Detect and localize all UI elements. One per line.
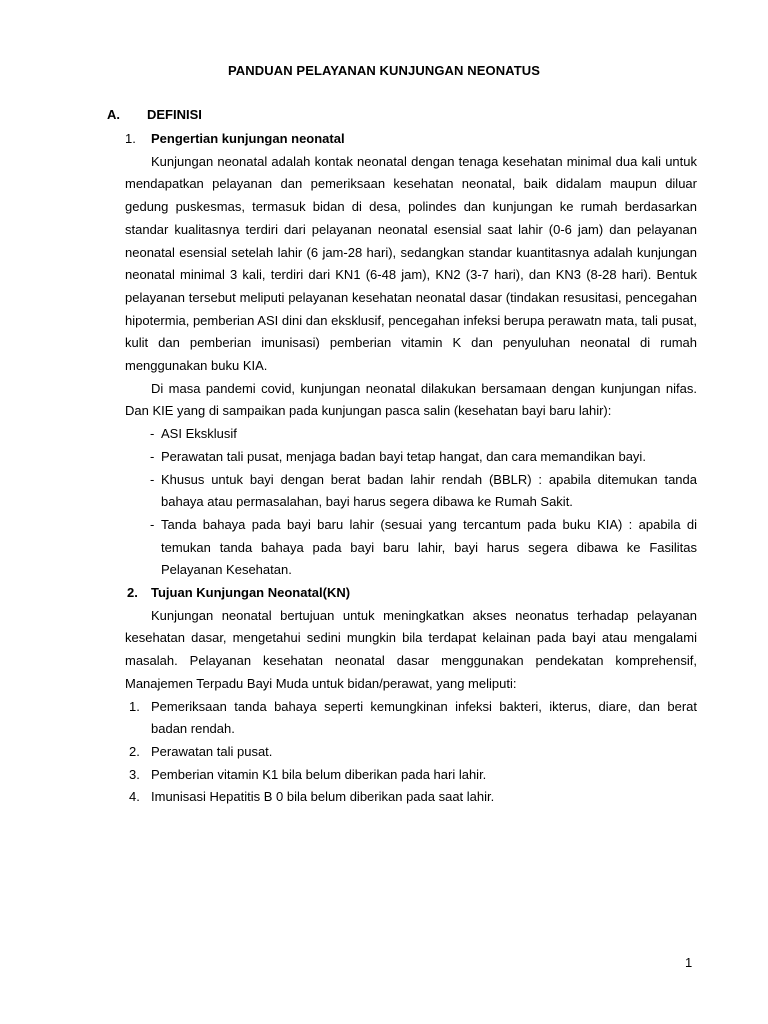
list-item-text: Perawatan tali pusat, menjaga badan bayi tetap hangat, dan cara memandikan bayi. <box>161 448 646 464</box>
paragraph: Kunjungan neonatal bertujuan untuk meningkatkan akses neonatus terhadap pelayanan kesehatan dasar, mengetahui sedini mungkin bila terdapat kelainan pada bayi atau mengalami masalah. Pelayanan kesehatan neonatal dasar menggunakan pendekatan komprehensif, Manajemen Terpadu Bayi Muda untuk bidan/perawat, yang meliputi: <box>125 607 697 691</box>
dash-marker: - <box>150 471 155 487</box>
list-item-text: Pemberian vitamin K1 bila belum diberikan pada hari lahir. <box>151 766 487 782</box>
section-letter: A. <box>107 107 120 122</box>
paragraph: Kunjungan neonatal adalah kontak neonatal dengan tenaga kesehatan minimal dua kali untuk mendapatkan pelayanan dan pemeriksaan kesehatan neonatal, baik didalam maupun diluar gedung puskesmas, termasuk bidan di desa, polindes dan kunjungan ke rumah berdasarkan standar kualitasnya terdiri dari pelayanan neonatal esensial saat lahir (0-6 jam) dan pelayanan neonatal esensial setelah lahir (6 jam-28 hari), sedangkan standar kuantitasnya adalah kunjungan neonatal minimal 3 kali, terdiri dari KN1 (6-48 jam), KN2 (3-7 hari), dan KN3 (8-28 hari). Bentuk pelayanan tersebut meliputi pelayanan kesehatan neonatal dasar (tindakan resusitasi, pencegahan hipotermia, pemberian ASI dini dan eksklusif, pencegahan infeksi berupa perawatn mata, tali pusat, kulit dan pemberian imunisasi) pemberian vitamin K dan penyuluhan neonatal di rumah menggunakan buku KIA. <box>125 153 697 374</box>
list-item-text: Perawatan tali pusat. <box>151 743 273 759</box>
section-title: DEFINISI <box>147 107 202 122</box>
section-heading <box>107 107 202 122</box>
numbered-list <box>125 696 697 810</box>
paragraph: Di masa pandemi covid, kunjungan neonatal dilakukan bersamaan dengan kunjungan nifas. Dan KIE yang di sampaikan pada kunjungan pasca salin (kesehatan bayi baru lahir): <box>125 380 697 419</box>
list-item-text: Pemeriksaan tanda bahaya seperti kemungkinan infeksi bakteri, ikterus, diare, dan berat badan rendah. <box>151 698 697 737</box>
list-item-text: Imunisasi Hepatitis B 0 bila belum diberikan pada saat lahir. <box>151 789 495 805</box>
list-number: 4. <box>129 789 140 805</box>
dash-marker: - <box>150 448 155 464</box>
list-item <box>125 696 697 741</box>
list-number: 1. <box>129 698 140 714</box>
list-item <box>150 469 697 514</box>
subsection-1-number: 1. <box>125 131 136 146</box>
list-item <box>150 514 697 582</box>
subsection-1-title: Pengertian kunjungan neonatal <box>151 131 345 146</box>
list-item <box>125 786 697 809</box>
subsection-1-heading <box>125 128 697 151</box>
subsection-2-title: Tujuan Kunjungan Neonatal(KN) <box>151 585 351 601</box>
document-title: PANDUAN PELAYANAN KUNJUNGAN NEONATUS <box>227 63 541 78</box>
page-number: 1 <box>685 955 693 970</box>
subsection-2-number: 2. <box>127 585 138 601</box>
list-item <box>150 423 697 446</box>
list-item <box>125 741 697 764</box>
bullet-list <box>150 423 697 582</box>
list-item-text: Khusus untuk bayi dengan berat badan lahir rendah (BBLR) : apabila ditemukan tanda bahaya atau permasalahan, bayi harus segera dibawa ke Rumah Sakit. <box>161 471 697 510</box>
list-item <box>150 446 697 469</box>
list-number: 3. <box>129 766 140 782</box>
subsection-2-heading <box>127 582 697 605</box>
list-item-text: Tanda bahaya pada bayi baru lahir (sesuai yang tercantum pada buku KIA) : apabila di temukan tanda bahaya pada bayi baru lahir, bayi harus segera dibawa ke Fasilitas Pelayanan Kesehatan. <box>161 516 697 578</box>
dash-marker: - <box>150 516 155 532</box>
document-body <box>125 128 697 809</box>
dash-marker: - <box>150 426 155 442</box>
list-number: 2. <box>129 743 140 759</box>
list-item <box>125 764 697 787</box>
list-item-text: ASI Eksklusif <box>161 426 237 442</box>
